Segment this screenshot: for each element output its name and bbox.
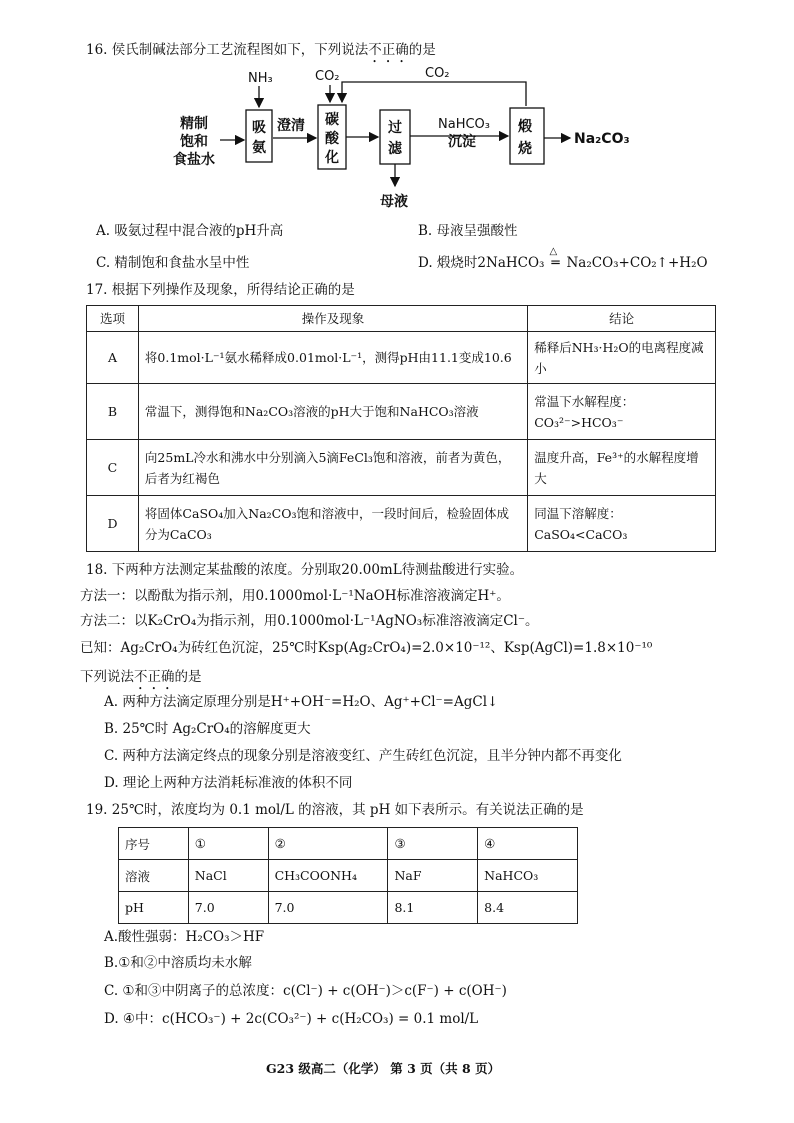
q17-stem: 17. 根据下列操作及现象，所得结论正确的是 [86, 282, 355, 298]
cell: NaCl [188, 860, 268, 892]
cell: 7.0 [188, 892, 268, 924]
q18-opt-d: D. 理论上两种方法消耗标准液的体积不同 [104, 775, 353, 791]
flow-input-3: 食盐水 [173, 152, 215, 168]
q19-opt-a: A.酸性强弱：H₂CO₃＞HF [104, 929, 265, 945]
q18-known: 已知：Ag₂CrO₄为砖红色沉淀，25℃时Ksp(Ag₂CrO₄)=2.0×10⁻¹²、Ksp(AgCl)=1.8×10⁻¹⁰ [80, 640, 653, 656]
cell: ① [188, 828, 268, 860]
box2-c2: 酸 [325, 131, 339, 147]
cell: ② [268, 828, 388, 860]
q19-stem: 19. 25℃时，浓度均为 0.1 mol/L 的溶液，其 pH 如下表所示。有关说法正确的是 [86, 802, 584, 818]
row-opt: D [87, 496, 139, 552]
row-op: 将0.1mol·L⁻¹氨水稀释成0.01mol·L⁻¹，测得pH由11.1变成10.6 [138, 332, 527, 384]
q19-opt-b: B.①和②中溶质均未水解 [104, 955, 252, 971]
row-op: 将固体CaSO₄加入Na₂CO₃饱和溶液中，一段时间后，检验固体成分为CaCO₃ [138, 496, 527, 552]
box1-c2: 氨 [252, 140, 266, 156]
table-row [119, 828, 578, 860]
cell: pH [119, 892, 189, 924]
q18-method2: 方法二：以K₂CrO₄为指示剂，用0.1000mol·L⁻¹AgNO₃标准溶液滴定Cl⁻。 [80, 613, 539, 629]
box3-c2: 滤 [388, 141, 402, 157]
box4-c2: 烧 [518, 141, 532, 157]
arrow-recycle [342, 82, 526, 106]
arrow3-label-2: 沉淀 [448, 134, 476, 150]
row-op: 常温下，测得饱和Na₂CO₃溶液的pH大于饱和NaHCO₃溶液 [138, 384, 527, 440]
product-label: Na₂CO₃ [574, 131, 630, 147]
row-opt: A [87, 332, 139, 384]
q16-opt-a: A. 吸氨过程中混合液的pH升高 [96, 223, 284, 239]
q16-opt-b: B. 母液呈强酸性 [418, 223, 518, 239]
cell: 8.4 [478, 892, 578, 924]
q19-opt-c: C. ①和③中阴离子的总浓度：c(Cl⁻) + c(OH⁻)＞c(F⁻) + c(OH⁻) [104, 983, 507, 999]
row-opt: B [87, 384, 139, 440]
table-row [119, 892, 578, 924]
cell: ④ [478, 828, 578, 860]
co2-top-label: CO₂ [315, 69, 340, 84]
page-footer: G23 级高二（化学） 第 3 页（共 8 页） [266, 1061, 501, 1076]
row-opt: C [87, 440, 139, 496]
q18-stem: 18. 下两种方法测定某盐酸的浓度。分别取20.00mL待测盐酸进行实验。 [86, 562, 524, 578]
co2-recycle-label: CO₂ [425, 66, 450, 81]
q18-opt-b: B. 25℃时 Ag₂CrO₄的溶解度更大 [104, 721, 311, 737]
q18-opt-c: C. 两种方法滴定终点的现象分别是溶液变红、产生砖红色沉淀，且半分钟内都不再变化 [104, 748, 622, 764]
q16-emphasis: 不正确 [368, 42, 409, 58]
q16-opt-c: C. 精制饱和食盐水呈中性 [96, 255, 250, 271]
table-row [119, 860, 578, 892]
q16-opt-d: D. 煅烧时2NaHCO₃ △ ═ Na₂CO₃+CO₂↑+H₂O [418, 246, 708, 271]
table-row [87, 440, 716, 496]
header-option: 选项 [87, 306, 139, 332]
nh3-label: NH₃ [248, 71, 273, 86]
cell: 序号 [119, 828, 189, 860]
flow-input-1: 精制 [180, 116, 208, 132]
mother-liquor-label: 母液 [380, 194, 408, 210]
box2-c1: 碳 [325, 112, 339, 128]
cell: CH₃COONH₄ [268, 860, 388, 892]
table-row [87, 384, 716, 440]
header-conclusion: 结论 [528, 306, 716, 332]
cell: 7.0 [268, 892, 388, 924]
row-concl: 稀释后NH₃·H₂O的电离程度减小 [528, 332, 716, 384]
row-concl: 同温下溶解度：CaSO₄<CaCO₃ [528, 496, 716, 552]
q18-ask: 下列说法不正确的是 [80, 669, 202, 685]
box4-c1: 煅 [518, 119, 532, 135]
cell: ③ [388, 828, 478, 860]
row-op: 向25mL冷水和沸水中分别滴入5滴FeCl₃饱和溶液，前者为黄色，后者为红褐色 [138, 440, 527, 496]
row-concl: 常温下水解程度：CO₃²⁻>HCO₃⁻ [528, 384, 716, 440]
box2-c3: 化 [325, 150, 339, 166]
q19-table [118, 827, 578, 924]
header-operation: 操作及现象 [138, 306, 527, 332]
cell: NaF [388, 860, 478, 892]
arrow3-label-1: NaHCO₃ [438, 117, 490, 132]
q18-method1: 方法一：以酚酞为指示剂，用0.1000mol·L⁻¹NaOH标准溶液滴定H⁺。 [80, 588, 510, 604]
table-header-row [87, 306, 716, 332]
cell: NaHCO₃ [478, 860, 578, 892]
box1-c1: 吸 [252, 120, 266, 136]
box3-c1: 过 [388, 120, 402, 136]
flowchart [0, 0, 794, 220]
row-concl: 温度升高，Fe³⁺的水解程度增大 [528, 440, 716, 496]
cell: 8.1 [388, 892, 478, 924]
table-row [87, 496, 716, 552]
heat-symbol: △ [549, 246, 558, 257]
q16-stem: 16. 侯氏制碱法部分工艺流程图如下，下列说法不正确的是 [86, 42, 436, 58]
cell: 溶液 [119, 860, 189, 892]
q19-opt-d: D. ④中：c(HCO₃⁻) + 2c(CO₃²⁻) + c(H₂CO₃) = 0.1 mol/L [104, 1011, 479, 1027]
q18-emphasis: 不正确 [134, 669, 175, 685]
q18-opt-a: A. 两种方法滴定原理分别是H⁺+OH⁻=H₂O、Ag⁺+Cl⁻=AgCl↓ [104, 694, 499, 710]
table-row [87, 332, 716, 384]
flow-input-2: 饱和 [180, 134, 208, 150]
q17-table [86, 305, 716, 552]
arrow1-label: 澄清 [277, 118, 305, 134]
